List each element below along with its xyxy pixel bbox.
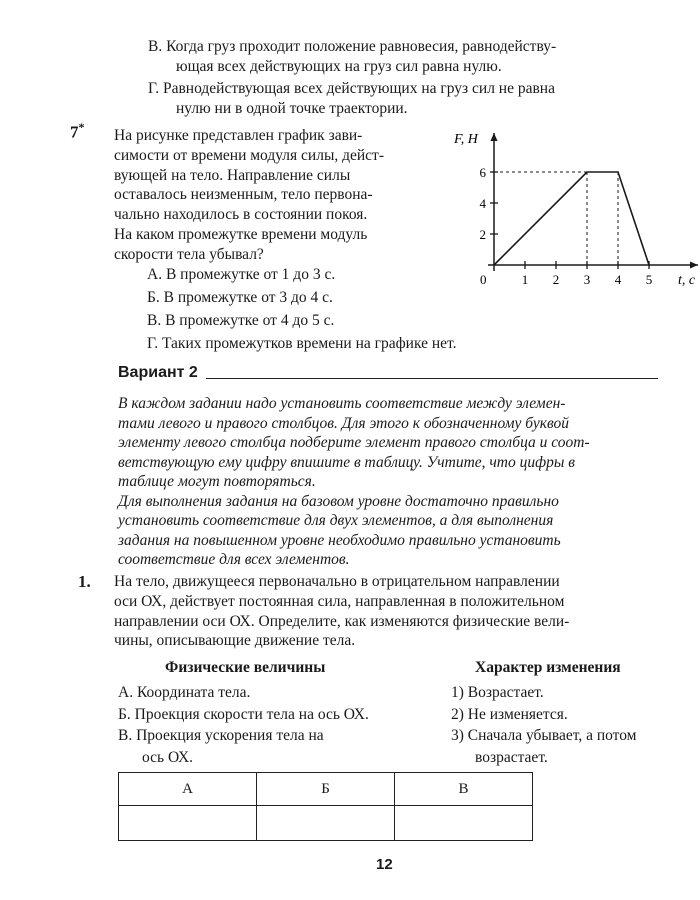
answer-table-input-row [119, 806, 533, 841]
q7-option-a [147, 263, 457, 286]
item-text: Не изменяется. [467, 705, 568, 723]
x-tick-label: 4 [614, 272, 622, 287]
option-text: Таких промежутков времени на графике нет. [161, 335, 457, 352]
option-label: Г. [148, 80, 160, 97]
q1-line: оси ОХ, действует постоянная сила, направленная в положительном [114, 592, 565, 610]
force-time-chart [450, 125, 696, 295]
item-text: Координата тела. [136, 684, 251, 701]
option-text: В промежутке от 3 до 4 с. [163, 289, 333, 306]
question-star: * [78, 120, 85, 134]
instruction-line: тами левого и правого столбцов. Для этого к обозначенному буквой [118, 414, 570, 432]
instruction-line: ветствующую ему цифру впишите в таблицу. Учтите, что цифры в [118, 453, 575, 471]
answer-cell-a[interactable] [119, 806, 257, 841]
q7-line: На рисунке представлен график зави- [114, 127, 363, 144]
item-label: 3) [451, 727, 464, 744]
origin-label: 0 [480, 272, 487, 287]
option-label: А. [147, 266, 163, 283]
q7-option-v [147, 309, 457, 332]
x-tick-label: 5 [645, 272, 653, 287]
guide-lines [494, 172, 618, 265]
y-tick-label: 4 [479, 196, 486, 211]
right-item-3-cont: возрастает. [475, 748, 548, 766]
right-item-2 [451, 704, 637, 726]
item-label: 2) [451, 705, 464, 723]
instruction-line: задания на повышенном уровне необходимо правильно установить [118, 531, 561, 549]
item-label: Б. [118, 705, 131, 723]
left-item-b [118, 704, 408, 726]
x-axis-label: t, с [678, 273, 696, 288]
answer-table-header-row [119, 773, 533, 806]
prev-option-v-cont: ющая всех действующих на груз сил равна нулю. [176, 58, 502, 75]
answer-header-b: Б [257, 773, 395, 806]
left-item-v-cont: ось ОХ. [142, 748, 194, 766]
q7-line: вующей на тело. Направление силы [114, 166, 351, 184]
option-text: Равнодействующая всех действующих на груз сил не равна [162, 80, 555, 97]
right-column-header: Характер изменения [475, 659, 621, 676]
instruction-line: установить соответствие для двух элементов, а для выполнения [118, 512, 554, 529]
q7-line: скорости тела убывал? [114, 245, 264, 263]
option-label: В. [147, 312, 162, 329]
option-label: Б. [147, 289, 160, 306]
item-label: В. [118, 727, 133, 744]
question-number: 7 [70, 122, 79, 142]
left-items [118, 682, 408, 768]
instruction-line: В каждом задании надо установить соответствие между элемен- [118, 395, 566, 412]
x-tick-label: 2 [552, 272, 560, 287]
item-text: Проекция ускорения тела на [136, 727, 324, 744]
answer-cell-v[interactable] [395, 806, 533, 841]
option-text: В промежутке от 1 до 3 с. [165, 266, 336, 283]
item-label: А. [118, 684, 134, 701]
x-tick-label: 3 [583, 272, 591, 287]
instruction-line: Для выполнения задания на базовом уровне достаточно правильно [118, 492, 559, 510]
instruction-line: таблице могут повторяться. [118, 473, 316, 490]
q7-option-b [147, 286, 457, 309]
prev-option-g [148, 80, 555, 98]
q7-line: На каком промежутке времени модуль [114, 225, 368, 243]
variant-title: Вариант 2 [118, 364, 198, 381]
instruction-line: элементу левого столбца подберите элемент правого столбца и соот- [118, 434, 590, 451]
option-text: Когда груз проходит положение равновесия, равнодейству- [166, 38, 557, 55]
q7-option-g [147, 332, 457, 355]
prev-option-g-cont: нулю ни в одной точке траектории. [176, 100, 408, 117]
x-tick-label: 1 [521, 272, 529, 287]
q7-line: симости от времени модуля силы, дейст- [114, 146, 384, 164]
y-tick-label: 2 [479, 227, 486, 242]
q7-line: чально находилось в состоянии покоя. [114, 206, 368, 224]
prev-option-v [148, 38, 556, 56]
answer-cell-b[interactable] [257, 806, 395, 841]
instruction-line: соответствие для всех элементов. [118, 551, 350, 568]
item-text: Проекция скорости тела на ось ОХ. [134, 705, 369, 723]
answer-header-a: А [119, 773, 257, 806]
question-1-text [114, 572, 569, 651]
q1-line: направлении оси ОХ. Определите, как изменяются физические вели- [114, 612, 570, 630]
question-7-text [114, 126, 384, 265]
option-label: В. [148, 38, 163, 55]
q1-line: На тело, движущееся первоначально в отрицательном направлении [114, 573, 560, 590]
right-item-1 [451, 682, 637, 704]
q7-line: оставалось неизменным, тело первона- [114, 186, 373, 204]
right-items [451, 682, 637, 768]
right-item-3 [451, 725, 637, 747]
item-text: Возрастает. [467, 684, 544, 701]
question-1-number: 1. [78, 572, 91, 591]
ticks-group [480, 165, 653, 287]
item-text: Сначала убывает, а потом [467, 727, 637, 744]
left-column-header: Физические величины [165, 659, 326, 676]
q1-line: чины, описывающие движение тела. [114, 632, 356, 650]
y-tick-label: 6 [479, 165, 486, 180]
answer-header-v: В [395, 773, 533, 806]
question-7-options [147, 263, 457, 355]
answer-table [118, 772, 533, 841]
force-series-line [494, 172, 649, 265]
variant-title-rule [206, 378, 658, 379]
left-item-v [118, 725, 408, 747]
y-axis-label: F, Н [454, 132, 478, 147]
left-item-a [118, 682, 408, 704]
item-label: 1) [451, 684, 464, 701]
option-label: Г. [147, 335, 159, 352]
page-number: 12 [376, 856, 393, 873]
option-text: В промежутке от 4 до 5 с. [165, 312, 335, 329]
question-7-number [70, 120, 85, 143]
instructions [118, 394, 590, 570]
